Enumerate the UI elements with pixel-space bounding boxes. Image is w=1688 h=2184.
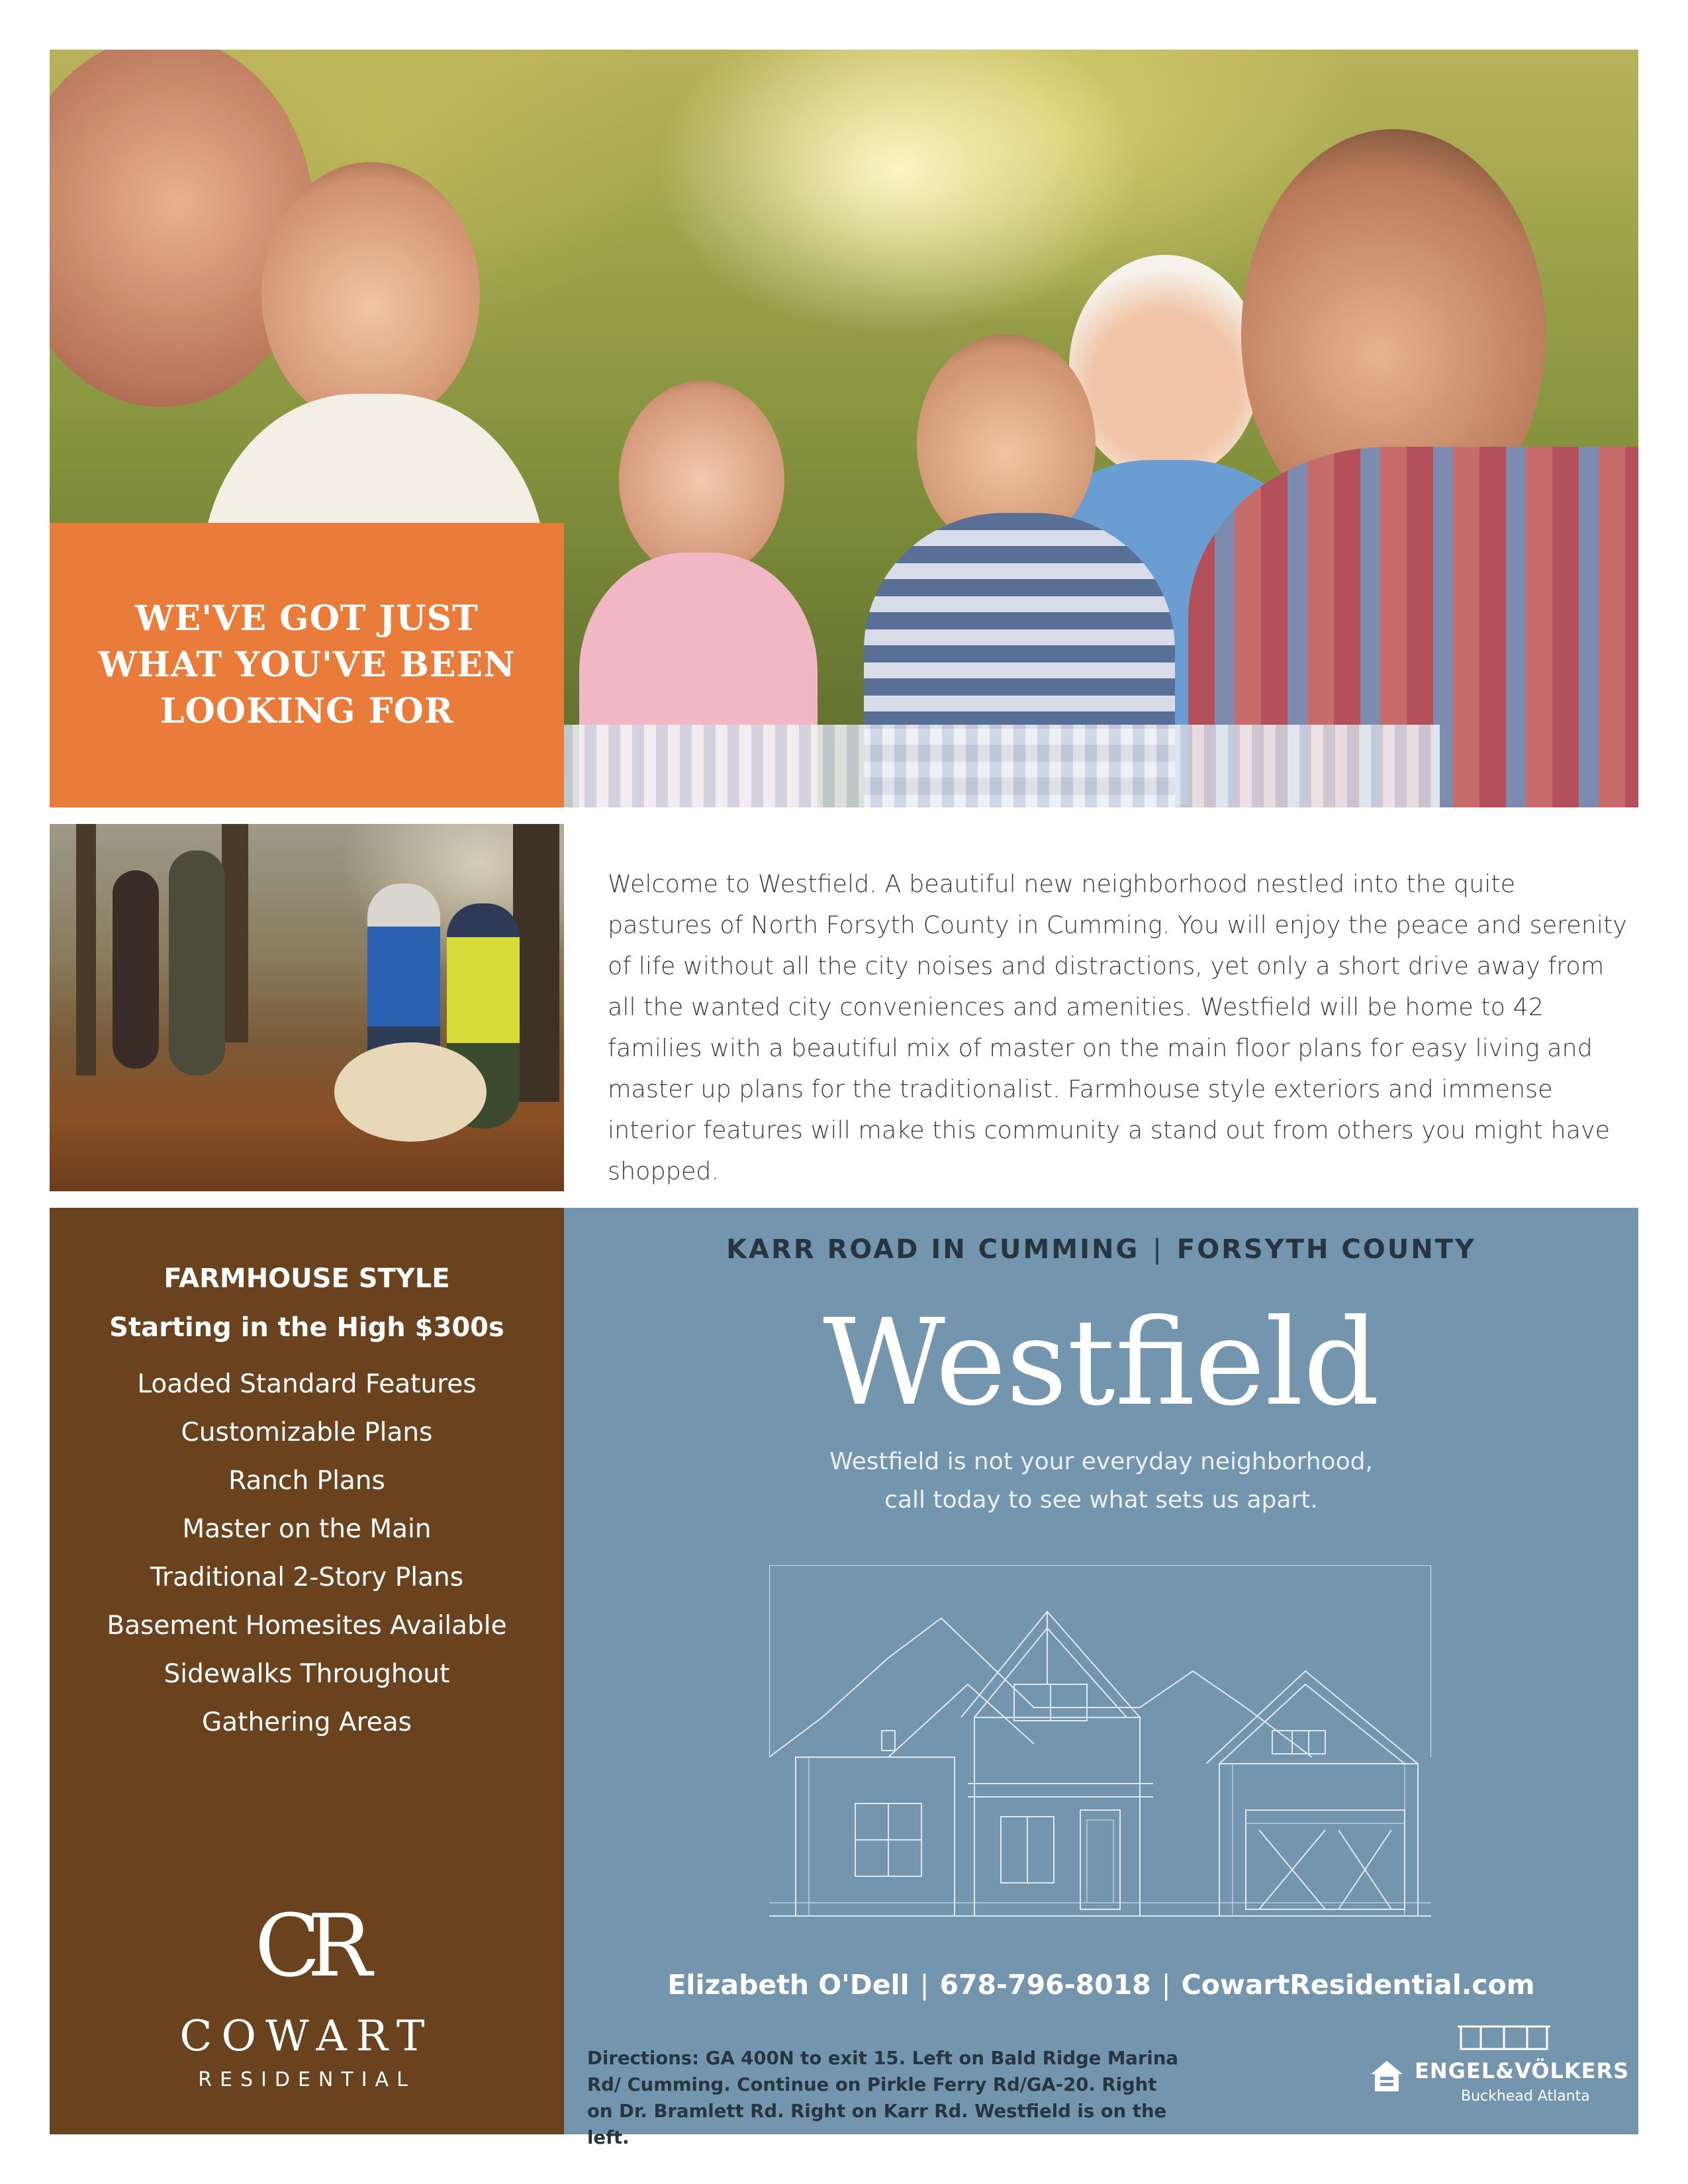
- hero-person-girl: [619, 381, 784, 579]
- westfield-panel: [564, 1208, 1638, 2148]
- storefront-icon: [1454, 2019, 1554, 2052]
- features-sidebar: [50, 1208, 564, 2134]
- broker-office: Buckhead Atlanta: [1461, 2088, 1590, 2105]
- cowart-monogram-logo: CR: [254, 1895, 359, 1996]
- sidebar-heading: [50, 1254, 564, 1352]
- equal-housing-icon: [1368, 2058, 1405, 2095]
- hero-person-grandmother: [1069, 255, 1261, 480]
- feature-item: Basement Homesites Available: [107, 1611, 507, 1641]
- website-link[interactable]: CowartResidential.com: [1181, 1969, 1535, 2001]
- cowart-logo-name: COWART: [179, 2012, 434, 2061]
- agent-name: Elizabeth O'Dell: [667, 1969, 910, 2001]
- price-heading: Starting in the High $300s: [109, 1312, 504, 1343]
- cowart-logo-sub: RESIDENTIAL: [198, 2068, 416, 2091]
- feature-list: [50, 1360, 564, 1747]
- directions-text: Directions: GA 400N to exit 15. Left on Bald Ridge Marina Rd/ Cumming. Continue on Pirkle Ferry Rd/GA-20. Right on Dr. Bramlett Rd. Right on Karr Rd. Westfield is on the left.: [587, 2048, 1178, 2148]
- community-tagline: Westfield is not your everyday neighborhood, call today to see what sets us apart.: [829, 1448, 1373, 1514]
- family-walk-photo: [50, 824, 564, 1191]
- community-title: Westfield: [823, 1294, 1380, 1432]
- engel-volkers-logo: [1368, 2005, 1630, 2111]
- feature-item: Ranch Plans: [228, 1466, 385, 1496]
- intro-paragraph: Welcome to Westfield. A beautiful new neighborhood nestled into the quite pastures of North Forsyth County in Cumming. You will enjoy the peace and serenity of life without all the city noises and distractions, yet only a short drive away from all the wanted city conveniences and amenities. Westfield will be home to 42 families with a beautiful mix of master on the main floor plans for easy living and master up plans for the traditionalist. Farmhouse style exteriors and immense interior features will make this community a stand out from others you might have shopped.: [608, 870, 1627, 1185]
- photo-dog: [334, 1042, 487, 1142]
- feature-item: Loaded Standard Features: [137, 1369, 477, 1399]
- feature-item: Gathering Areas: [202, 1707, 412, 1737]
- hero-person-mother: [261, 162, 480, 427]
- location-separator: |: [1152, 1234, 1164, 1265]
- house-elevation-drawing: [769, 1565, 1431, 1923]
- location-road: KARR ROAD IN CUMMING: [726, 1234, 1140, 1265]
- location-line: [564, 1234, 1638, 1265]
- style-heading: FARMHOUSE STYLE: [164, 1263, 450, 1294]
- location-county: FORSYTH COUNTY: [1176, 1234, 1476, 1265]
- contact-line: [564, 1969, 1638, 2001]
- photo-person-man: [169, 850, 225, 1075]
- photo-tree: [76, 824, 96, 1075]
- feature-item: Traditional 2-Story Plans: [150, 1563, 464, 1592]
- photo-tree: [513, 824, 559, 1102]
- contact-separator: |: [1161, 1969, 1171, 2001]
- contact-separator: |: [919, 1969, 929, 2001]
- photo-person-woman: [113, 870, 159, 1069]
- agent-phone[interactable]: 678-796-8018: [939, 1969, 1151, 2001]
- feature-item: Sidewalks Throughout: [164, 1659, 450, 1689]
- broker-name: ENGEL&VÖLKERS: [1415, 2058, 1630, 2083]
- hero-table: [513, 725, 1440, 807]
- feature-item: Customizable Plans: [181, 1418, 433, 1447]
- hero-photo: [50, 50, 1638, 807]
- hero-headline: WE'VE GOT JUST WHAT YOU'VE BEEN LOOKING FOR: [98, 598, 516, 731]
- feature-item: Master on the Main: [182, 1514, 432, 1544]
- hero-banner: [50, 523, 564, 807]
- photo-tree: [222, 824, 248, 1042]
